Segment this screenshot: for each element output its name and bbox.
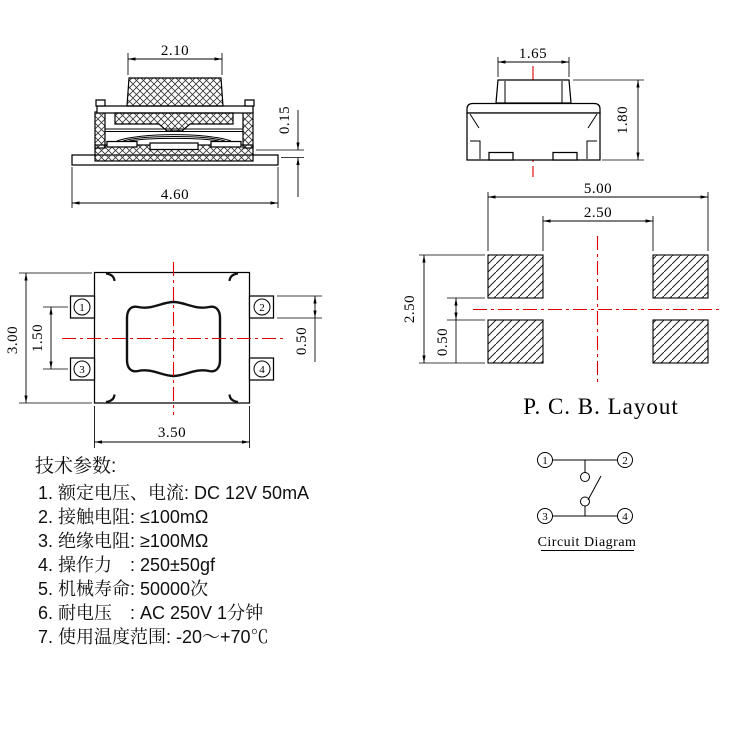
front-cover-lip-left xyxy=(96,100,105,106)
front-body-left-wall xyxy=(95,112,105,148)
pin-4-label: 4 xyxy=(259,364,265,376)
front-cover-lip-right xyxy=(245,100,254,106)
circuit-pin-4 xyxy=(618,509,633,524)
front-cover-plate xyxy=(97,106,253,113)
front-dome-arc xyxy=(129,138,219,141)
top-dim-pin-width-label: 0.50 xyxy=(294,326,310,356)
tech-spec-item: 3. 绝缘电阻: ≥100MΩ xyxy=(38,531,209,551)
front-dim-total-width-label: 4.60 xyxy=(160,187,190,203)
circuit-pin-1-label: 1 xyxy=(542,455,548,467)
front-actuator-flare xyxy=(115,113,233,131)
end-knob xyxy=(496,80,571,103)
top-dim-pin-pitch-label: 1.50 xyxy=(30,323,46,353)
circuit-contact-top xyxy=(581,473,590,482)
circuit-pin-1 xyxy=(538,453,553,468)
end-body xyxy=(467,113,600,160)
tech-spec-item: 4. 操作力 : 250±50gf xyxy=(38,555,215,575)
circuit-pin-3-label: 3 xyxy=(542,511,548,523)
top-dim-body-width-label: 3.50 xyxy=(157,425,187,441)
front-dim-standoff xyxy=(256,106,304,197)
circuit-contact-bottom xyxy=(581,497,590,506)
pcb-pad-top-right xyxy=(653,255,708,298)
pcb-dim-pad-gap-label: 0.50 xyxy=(435,327,451,357)
pcb-dim-pad-gap xyxy=(435,298,485,363)
pin-2-label: 2 xyxy=(259,302,265,314)
top-view-pin-3 xyxy=(71,358,95,380)
top-dim-body-height-label: 3.00 xyxy=(5,325,21,355)
end-dim-total-height-label: 1.80 xyxy=(615,105,631,135)
pcb-pad-bottom-right xyxy=(653,320,708,363)
circuit-pin-4-label: 4 xyxy=(622,511,628,523)
end-view xyxy=(467,46,644,177)
pcb-layout-title: P. C. B. Layout xyxy=(523,394,679,419)
tech-spec-item: 2. 接触电阻: ≤100mΩ xyxy=(38,507,209,527)
pcb-dim-total-width-label: 5.00 xyxy=(583,181,613,197)
circuit-diagram-title: Circuit Diagram xyxy=(537,535,637,550)
pcb-pad-top-left xyxy=(488,255,543,298)
front-dim-knob-width-label: 2.10 xyxy=(160,43,190,59)
tech-spec-item: 1. 额定电压、电流: DC 12V 50mA xyxy=(38,483,310,503)
top-view xyxy=(5,262,322,448)
front-section-view xyxy=(72,43,304,208)
tech-spec-item: 5. 机械寿命: 50000次 xyxy=(38,579,209,599)
top-dim-body-width xyxy=(95,406,250,448)
circuit-diagram xyxy=(538,453,637,551)
top-dim-pin-width xyxy=(277,296,322,362)
tech-specs-title: 技术参数: xyxy=(35,456,117,477)
front-actuator-knob xyxy=(127,78,223,106)
front-contact-right xyxy=(211,142,241,148)
circuit-pin-2-label: 2 xyxy=(622,455,628,467)
pcb-layout xyxy=(402,181,723,419)
pcb-dim-inner-width-label: 2.50 xyxy=(583,205,613,221)
circuit-switch-lever xyxy=(588,476,601,500)
tech-specs xyxy=(35,455,309,647)
top-dim-body-height xyxy=(5,273,92,403)
pin-1-label: 1 xyxy=(79,302,85,314)
end-cover-band xyxy=(467,104,600,114)
front-contact-center xyxy=(150,143,198,150)
front-dim-standoff-label: 0.15 xyxy=(277,105,293,135)
top-view-pin-1 xyxy=(71,296,95,318)
front-contact-left xyxy=(107,142,137,148)
front-dim-knob-width xyxy=(128,43,222,75)
end-dim-knob-width-label: 1.65 xyxy=(518,46,548,62)
tech-spec-item: 6. 耐电压 : AC 250V 1分钟 xyxy=(38,603,264,623)
pcb-pad-bottom-left xyxy=(488,320,543,363)
circuit-pin-3 xyxy=(538,509,553,524)
top-view-pin-4 xyxy=(250,358,274,380)
end-terminal-tab xyxy=(489,153,513,161)
front-dim-total-width xyxy=(72,167,278,208)
pcb-dim-total-height-label: 2.50 xyxy=(402,294,418,324)
top-view-pin-2 xyxy=(250,296,274,318)
front-body-right-wall xyxy=(243,112,253,148)
pin-3-label: 3 xyxy=(79,364,85,376)
end-terminal-tab xyxy=(553,153,577,161)
tech-spec-item: 7. 使用温度范围: -20～+70℃ xyxy=(38,627,269,647)
circuit-pin-2 xyxy=(618,453,633,468)
